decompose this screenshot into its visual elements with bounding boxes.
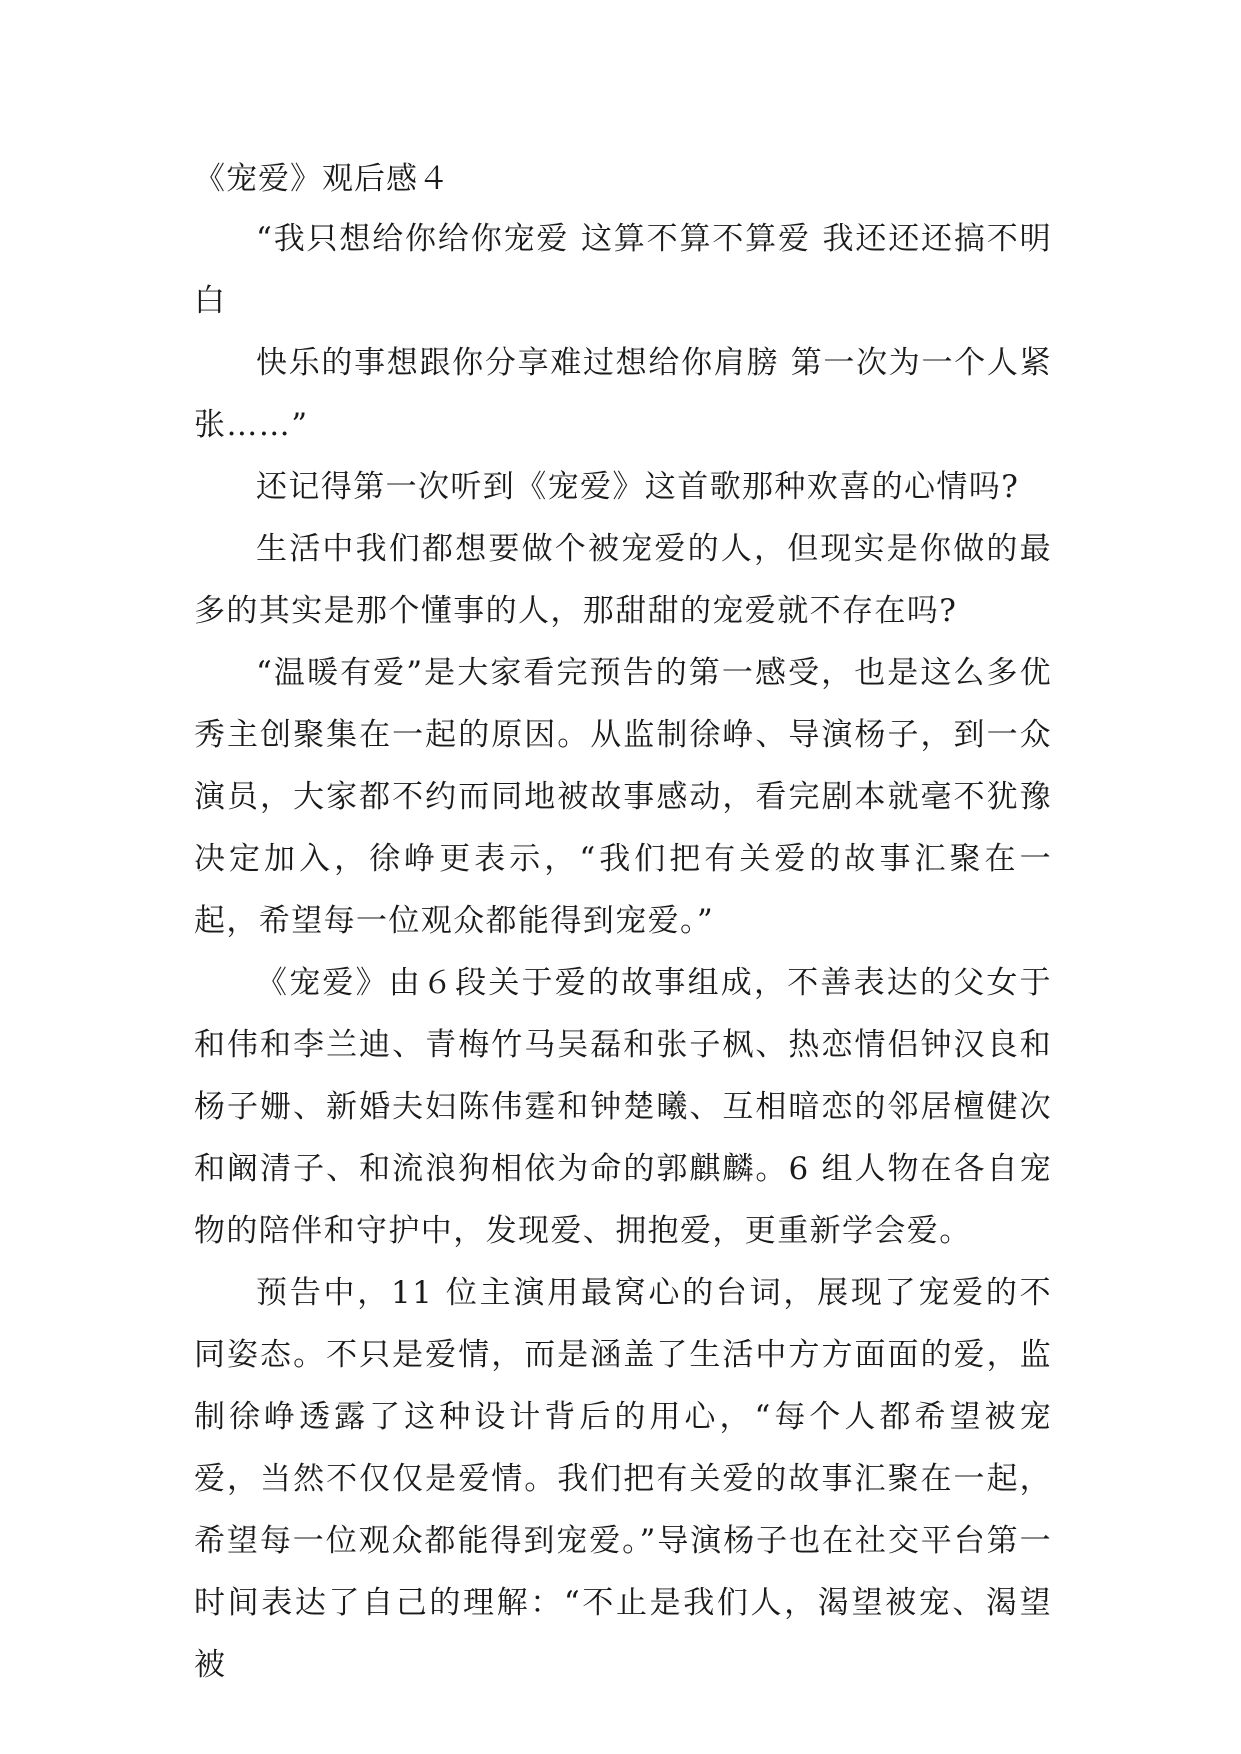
paragraph-lyrics-1: “我只想给你给你宠爱 这算不算不算爱 我还还还搞不明白: [194, 221, 1052, 319]
document-title: 《宠爱》观后感４: [194, 161, 450, 197]
paragraph-trailer: 预告中，11 位主演用最窝心的台词，展现了宠爱的不同姿态。不只是爱情，而是涵盖了生活中方方面面的爱，监制徐峥透露了这种设计背后的用心，“每个人都希望被宠爱，当然不仅仅是爱情。我们把有关爱的故事汇聚在一起，希望每一位观众都能得到宠爱。”导演杨子也在社交平台第一时间表达了自己的理解：“不止是我们人，渴望被宠、渴望被: [194, 1275, 1052, 1683]
document-page: [194, 150, 1052, 1696]
paragraph-lyrics-2: 快乐的事想跟你分享难过想给你肩膀 第一次为一个人紧张……”: [194, 345, 1052, 443]
paragraph-stories: 《宠爱》由６段关于爱的故事组成，不善表达的父女于和伟和李兰迪、青梅竹马吴磊和张子枫、热恋情侣钟汉良和杨子姗、新婚夫妇陈伟霆和钟楚曦、互相暗恋的邻居檀健次和阚清子、和流浪狗相依为命的郭麒麟。6 组人物在各自宠物的陪伴和守护中，发现爱、拥抱爱，更重新学会爱。: [194, 965, 1052, 1249]
paragraph-life: 生活中我们都想要做个被宠爱的人，但现实是你做的最多的其实是那个懂事的人，那甜甜的宠爱就不存在吗?: [194, 531, 1052, 629]
paragraph-warmth: “温暖有爱”是大家看完预告的第一感受，也是这么多优秀主创聚集在一起的原因。从监制徐峥、导演杨子，到一众演员，大家都不约而同地被故事感动，看完剧本就毫不犹豫决定加入，徐峥更表示，“我们把有关爱的故事汇聚在一起，希望每一位观众都能得到宠爱。”: [194, 655, 1052, 939]
paragraph-question: 还记得第一次听到《宠爱》这首歌那种欢喜的心情吗?: [256, 469, 1020, 505]
